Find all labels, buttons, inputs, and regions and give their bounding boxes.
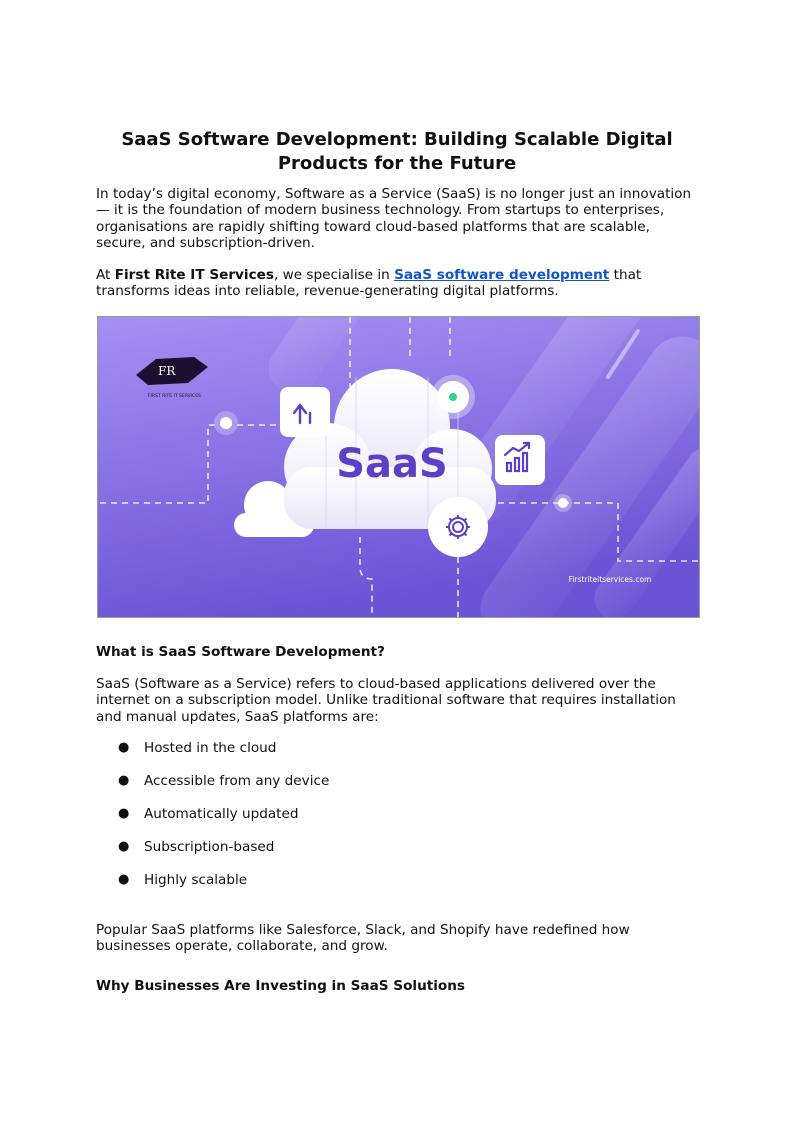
chart-card [495,435,545,485]
upload-card [280,387,330,437]
company-name: First Rite IT Services [114,267,274,283]
saas-features-list [96,740,329,905]
logo-text: FR [158,364,176,378]
status-green-dot [449,393,457,401]
list-item-text: Highly scalable [144,872,248,888]
status-bubble [431,375,475,419]
bullet-icon: ● [118,839,130,854]
gear-bubble [428,497,488,557]
section-heading-why-invest: Why Businesses Are Investing in SaaS Solutions [96,978,466,994]
website-text: Firstriteitservices.com [568,575,652,584]
list-item-text: Hosted in the cloud [144,740,277,756]
list-item [96,773,329,806]
company-intro-prefix: At [96,267,115,283]
list-item [96,839,329,872]
article-title: SaaS Software Development: Building Scalable Digital Products for the Future [121,129,673,174]
company-intro-middle: , we specialise in [273,267,395,283]
saas-development-link[interactable]: SaaS software development [394,267,610,283]
company-intro-suffix: that transforms ideas into reliable, revenue-generating digital platforms. [96,267,642,300]
list-item [96,806,329,839]
bullet-icon: ● [118,872,130,887]
list-item-text: Accessible from any device [144,773,330,789]
intro-paragraph: In today’s digital economy, Software as a Service (SaaS) is no longer just an innovation — it is the foundation of modern business technology. From startups to enterprises, organisations are rapidly shifting toward cloud-based platforms that are scalable, secure, and subscription-driven. [96,186,692,251]
company-intro-paragraph [96,267,701,300]
bullet-icon: ● [118,773,130,788]
list-item [96,740,329,773]
hero-image [97,316,700,618]
bullet-icon: ● [118,806,130,821]
section-heading-what-is-saas: What is SaaS Software Development? [96,644,385,660]
bullet-icon: ● [118,740,130,755]
section-body-what-is-saas: SaaS (Software as a Service) refers to cloud-based applications delivered over the internet on a subscription model. Unlike traditional software that requires installation and manual updates, SaaS platforms are: [96,676,676,725]
list-item-text: Automatically updated [144,806,299,822]
cloud-saas-text: SaaS [336,441,448,487]
logo-caption: FIRST RITE IT SERVICES [148,394,201,399]
section-closing-paragraph: Popular SaaS platforms like Salesforce, Slack, and Shopify have redefined how businesses operate, collaborate, and grow. [96,922,630,955]
list-item-text: Subscription-based [144,839,275,855]
list-item [96,872,329,905]
